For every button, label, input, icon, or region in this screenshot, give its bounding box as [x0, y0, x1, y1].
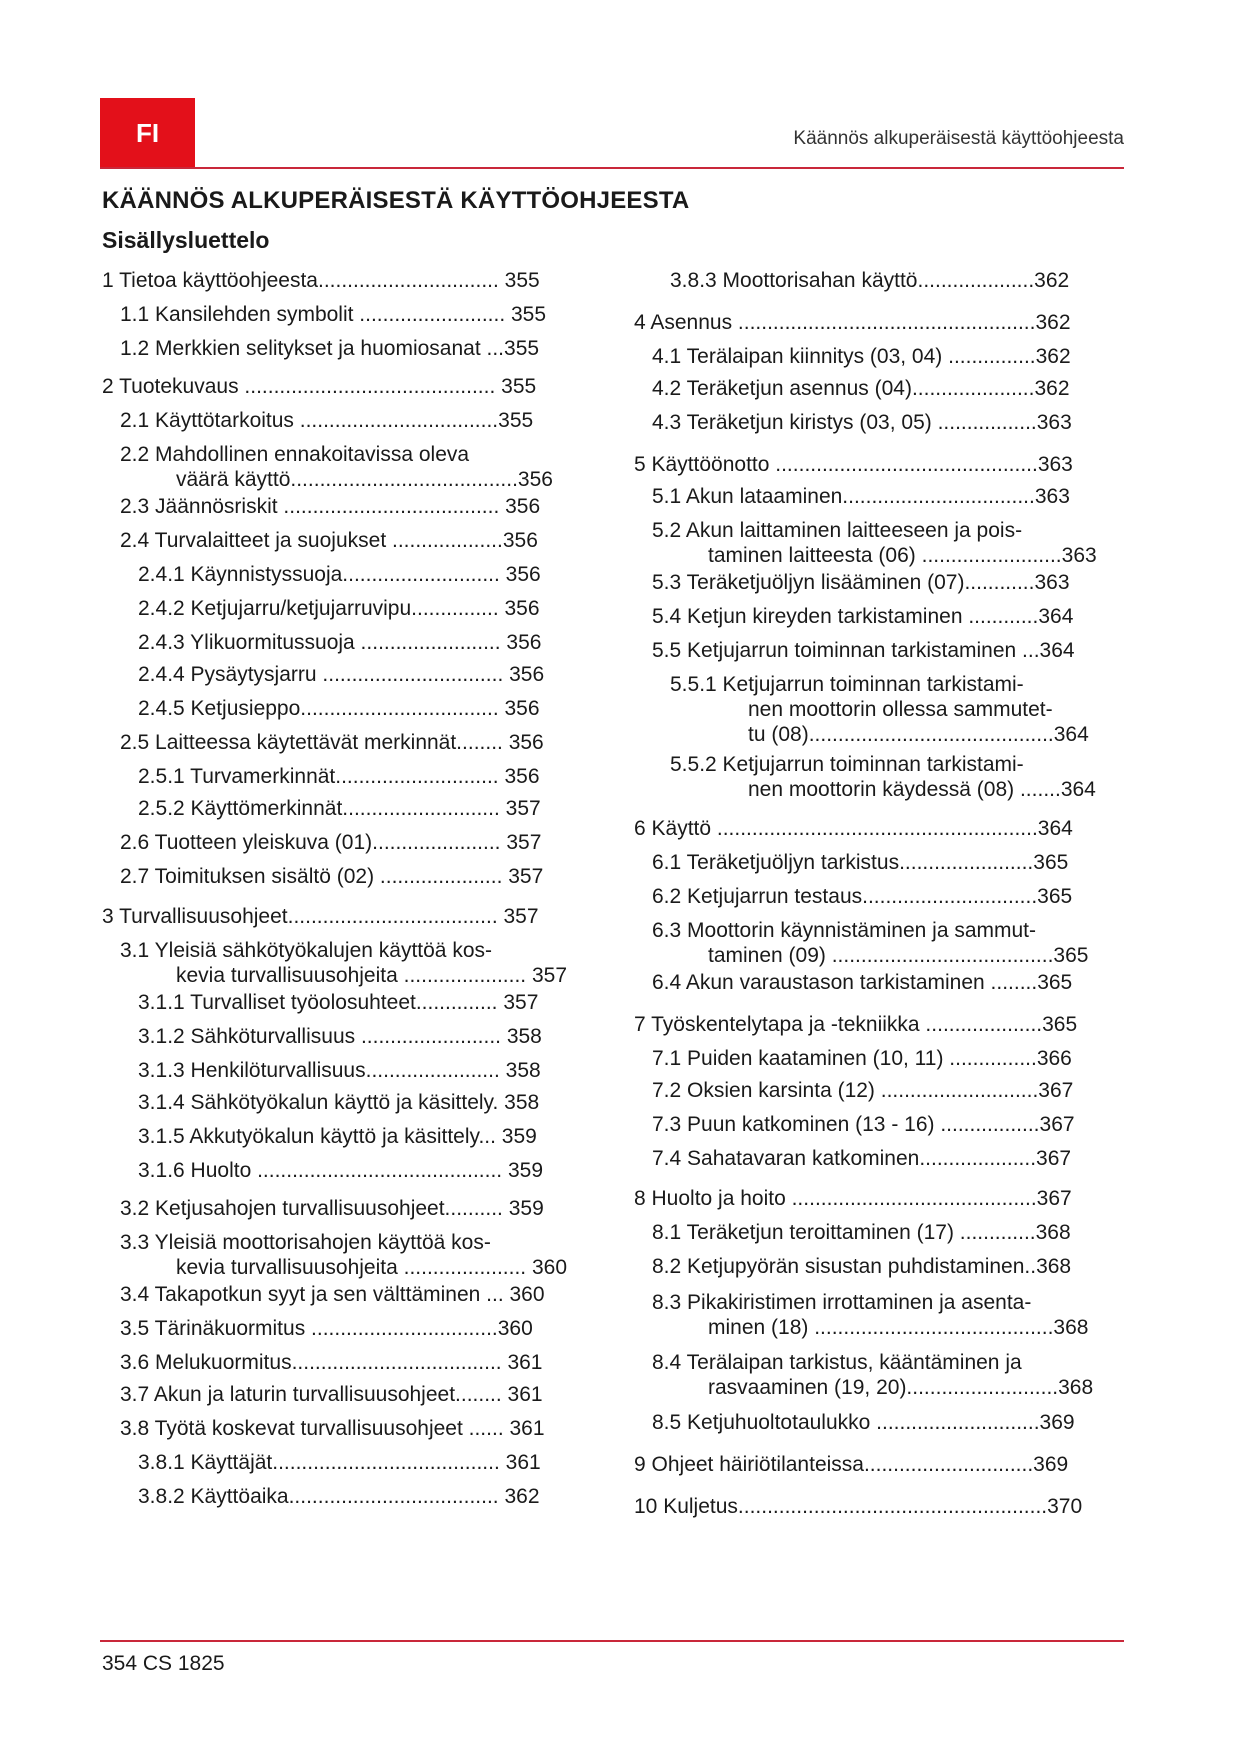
toc-entry-text: 5.2 Akun laittaminen laitteeseen ja pois- — [652, 519, 1023, 542]
toc-entry — [102, 1484, 572, 1509]
toc-entry-text: 4 Asennus ...................................................362 — [634, 311, 1071, 334]
toc-entry-text: 7 Työskentelytapa ja -tekniikka ....................365 — [634, 1013, 1078, 1036]
toc-entry — [102, 730, 572, 755]
toc-entry-continuation: nen moottorin käydessä (08) .......364 — [748, 778, 1096, 801]
toc-entry-text: 3.1 Yleisiä sähkötyökalujen käyttöä kos- — [120, 939, 492, 962]
toc-entry — [102, 796, 572, 821]
toc-entry — [634, 484, 1126, 509]
toc-entry-text: 1.1 Kansilehden symbolit ......................... 355 — [120, 303, 547, 326]
toc-entry — [102, 268, 572, 293]
toc-entry — [634, 884, 1126, 909]
toc-entry — [102, 562, 572, 587]
document-title: KÄÄNNÖS ALKUPERÄISESTÄ KÄYTTÖOHJEESTA — [102, 187, 690, 214]
toc-entry — [634, 268, 1126, 293]
toc-entry-text: 3.1.4 Sähkötyökalun käyttö ja käsittely. 358 — [138, 1091, 540, 1114]
toc-entry-text: 2.4.5 Ketjusieppo.................................. 356 — [138, 697, 540, 720]
toc-entry-text: 3.2 Ketjusahojen turvallisuusohjeet.......... 359 — [120, 1197, 544, 1220]
toc-entry-text: 3.1.3 Henkilöturvallisuus....................... 358 — [138, 1059, 541, 1082]
toc-entry-text: 3.4 Takapotkun syyt ja sen välttäminen ... 360 — [120, 1283, 545, 1306]
toc-entry — [634, 970, 1126, 995]
toc-entry-text: 3.7 Akun ja laturin turvallisuusohjeet........ 361 — [120, 1383, 543, 1406]
toc-entry — [634, 1186, 1126, 1211]
toc-entry — [102, 696, 572, 721]
toc-entry-continuation: kevia turvallisuusohjeita ..................... 357 — [176, 964, 568, 987]
toc-entry — [634, 672, 1126, 747]
toc-entry-text: 9 Ohjeet häiriötilanteissa.............................369 — [634, 1453, 1069, 1476]
toc-entry — [102, 1090, 572, 1115]
toc-entry — [634, 1452, 1126, 1477]
toc-entry-text: 10 Kuljetus.....................................................370 — [634, 1495, 1083, 1518]
toc-entry-continuation: minen (18) .........................................368 — [708, 1316, 1089, 1339]
toc-entry — [634, 1410, 1126, 1435]
toc-entry — [634, 604, 1126, 629]
toc-entry — [102, 408, 572, 433]
toc-entry-text: 2.4.1 Käynnistyssuoja........................... 356 — [138, 563, 541, 586]
toc-entry — [102, 1196, 572, 1221]
toc-entry — [102, 1158, 572, 1183]
toc-entry-text: 6.1 Teräketjuöljyn tarkistus.......................365 — [652, 851, 1069, 874]
toc-entry-text: 5.3 Teräketjuöljyn lisääminen (07)............363 — [652, 571, 1070, 594]
toc-entry-text: 2.5.1 Turvamerkinnät............................ 356 — [138, 765, 540, 788]
toc-entry-text: 2.6 Tuotteen yleiskuva (01)...................... 357 — [120, 831, 542, 854]
toc-entry — [102, 764, 572, 789]
toc-entry — [634, 1146, 1126, 1171]
toc-entry-text: 2.7 Toimituksen sisältö (02) ..................... 357 — [120, 865, 544, 888]
footer-divider — [100, 1640, 1124, 1642]
toc-entry-text: 7.3 Puun katkominen (13 - 16) .................367 — [652, 1113, 1075, 1136]
toc-entry — [102, 864, 572, 889]
header-divider — [100, 167, 1124, 169]
running-header-title: Käännös alkuperäisestä käyttöohjeesta — [793, 128, 1124, 149]
toc-entry — [102, 630, 572, 655]
toc-entry-continuation: taminen (09) ......................................365 — [708, 944, 1089, 967]
toc-entry-text: 3.8.2 Käyttöaika.................................... 362 — [138, 1485, 540, 1508]
toc-entry — [102, 990, 572, 1015]
toc-entry — [634, 1350, 1126, 1400]
toc-entry — [102, 1450, 572, 1475]
toc-entry — [634, 310, 1126, 335]
toc-entry-text: 3.1.5 Akkutyökalun käyttö ja käsittely... 359 — [138, 1125, 537, 1148]
toc-entry — [102, 1230, 572, 1280]
toc-entry — [102, 336, 572, 361]
toc-entry — [634, 1046, 1126, 1071]
toc-entry — [634, 816, 1126, 841]
toc-entry — [102, 904, 572, 929]
toc-entry — [634, 452, 1126, 477]
toc-entry-text: 6.3 Moottorin käynnistäminen ja sammut- — [652, 919, 1036, 942]
toc-entry-text: 8.1 Teräketjun teroittaminen (17) .............368 — [652, 1221, 1071, 1244]
toc-entry-text: 8.3 Pikakiristimen irrottaminen ja asenta- — [652, 1291, 1032, 1314]
toc-entry-text: 3 Turvallisuusohjeet.................................... 357 — [102, 905, 539, 928]
toc-entry — [102, 1350, 572, 1375]
toc-entry-text: 2.4 Turvalaitteet ja suojukset ...................356 — [120, 529, 538, 552]
toc-entry — [634, 638, 1126, 663]
toc-entry — [634, 410, 1126, 435]
toc-entry — [634, 850, 1126, 875]
toc-entry-text: 1.2 Merkkien selitykset ja huomiosanat ...355 — [120, 337, 540, 360]
toc-entry-text: 6 Käyttö .......................................................364 — [634, 817, 1073, 840]
toc-entry-text: 7.2 Oksien karsinta (12) ...........................367 — [652, 1079, 1074, 1102]
toc-entry — [102, 442, 572, 492]
toc-entry — [102, 1382, 572, 1407]
toc-entry — [102, 1124, 572, 1149]
toc-heading: Sisällysluettelo — [102, 227, 270, 253]
toc-entry-text: 5.1 Akun lataaminen.................................363 — [652, 485, 1070, 508]
toc-entry — [634, 918, 1126, 968]
toc-entry-text: 3.6 Melukuormitus.................................... 361 — [120, 1351, 543, 1374]
toc-entry-text: 2.4.4 Pysäytysjarru ............................... 356 — [138, 663, 545, 686]
toc-entry — [102, 830, 572, 855]
toc-entry-text: 2.4.3 Ylikuormitussuoja ........................ 356 — [138, 631, 542, 654]
toc-entry-text: 3.8.1 Käyttäjät....................................... 361 — [138, 1451, 541, 1474]
toc-entry — [634, 344, 1126, 369]
toc-entry — [634, 1112, 1126, 1137]
toc-entry-text: 3.8.3 Moottorisahan käyttö....................362 — [670, 269, 1070, 292]
toc-entry-text: 4.2 Teräketjun asennus (04).....................362 — [652, 377, 1070, 400]
toc-entry-text: 7.1 Puiden kaataminen (10, 11) ...............366 — [652, 1047, 1072, 1070]
toc-entry-text: 6.2 Ketjujarrun testaus..............................365 — [652, 885, 1073, 908]
toc-entry-text: 1 Tietoa käyttöohjeesta............................... 355 — [102, 269, 540, 292]
toc-entry-text: 2.5.2 Käyttömerkinnät........................... 357 — [138, 797, 541, 820]
toc-entry-continuation: väärä käyttö.......................................356 — [176, 468, 553, 491]
toc-entry-text: 5.5 Ketjujarrun toiminnan tarkistaminen ...364 — [652, 639, 1075, 662]
toc-entry — [102, 494, 572, 519]
toc-entry-text: 8.5 Ketjuhuoltotaulukko ............................369 — [652, 1411, 1075, 1434]
toc-entry-text: 5.4 Ketjun kireyden tarkistaminen ............364 — [652, 605, 1074, 628]
toc-entry-continuation: taminen laitteesta (06) ........................363 — [708, 544, 1097, 567]
toc-entry — [102, 528, 572, 553]
toc-entry-text: 5 Käyttöönotto .............................................363 — [634, 453, 1073, 476]
toc-entry — [102, 374, 572, 399]
toc-entry — [634, 1078, 1126, 1103]
toc-entry — [634, 1254, 1126, 1279]
toc-entry — [102, 596, 572, 621]
toc-entry-continuation: rasvaaminen (19, 20)..........................368 — [708, 1376, 1094, 1399]
toc-entry-text: 7.4 Sahatavaran katkominen....................367 — [652, 1147, 1072, 1170]
toc-entry-text: 3.1.1 Turvalliset työolosuhteet.............. 357 — [138, 991, 539, 1014]
toc-entry-text: 2.1 Käyttötarkoitus ..................................355 — [120, 409, 534, 432]
toc-entry-text: 3.1.6 Huolto .......................................... 359 — [138, 1159, 543, 1182]
language-tab: FI — [100, 98, 195, 168]
page-number: 354 CS 1825 — [102, 1652, 225, 1675]
toc-entry — [102, 1058, 572, 1083]
toc-entry-text: 8.2 Ketjupyörän sisustan puhdistaminen..368 — [652, 1255, 1072, 1278]
toc-entry-continuation: tu (08)..........................................364 — [748, 723, 1089, 746]
toc-entry-text: 2.3 Jäännösriskit ..................................... 356 — [120, 495, 541, 518]
toc-entry-text: 3.5 Tärinäkuormitus ................................360 — [120, 1317, 533, 1340]
toc-entry-text: 2.2 Mahdollinen ennakoitavissa oleva — [120, 443, 470, 466]
toc-entry — [102, 1024, 572, 1049]
toc-entry — [634, 1012, 1126, 1037]
toc-entry — [634, 1220, 1126, 1245]
toc-entry-continuation: kevia turvallisuusohjeita ..................... 360 — [176, 1256, 568, 1279]
toc-entry-text: 2.5 Laitteessa käytettävät merkinnät........ 356 — [120, 731, 544, 754]
toc-entry-text: 3.1.2 Sähköturvallisuus ........................ 358 — [138, 1025, 542, 1048]
toc-entry — [634, 1290, 1126, 1340]
toc-entry-text: 8.4 Terälaipan tarkistus, kääntäminen ja — [652, 1351, 1022, 1374]
toc-entry-text: 6.4 Akun varaustason tarkistaminen ........365 — [652, 971, 1073, 994]
toc-entry — [102, 302, 572, 327]
toc-entry — [102, 1416, 572, 1441]
toc-entry-text: 5.5.2 Ketjujarrun toiminnan tarkistami- — [670, 753, 1024, 776]
toc-entry-text: 8 Huolto ja hoito ..........................................367 — [634, 1187, 1072, 1210]
toc-entry — [634, 752, 1126, 802]
toc-entry — [102, 1282, 572, 1307]
toc-entry-text: 2 Tuotekuvaus ........................................... 355 — [102, 375, 537, 398]
toc-entry — [102, 938, 572, 988]
toc-entry — [634, 518, 1126, 568]
toc-entry-text: 5.5.1 Ketjujarrun toiminnan tarkistami- — [670, 673, 1024, 696]
toc-entry-text: 3.3 Yleisiä moottorisahojen käyttöä kos- — [120, 1231, 491, 1254]
toc-entry-text: 2.4.2 Ketjujarru/ketjujarruvipu............... 356 — [138, 597, 540, 620]
toc-entry-text: 4.3 Teräketjun kiristys (03, 05) .................363 — [652, 411, 1072, 434]
toc-entry-text: 4.1 Terälaipan kiinnitys (03, 04) ...............362 — [652, 345, 1071, 368]
toc-entry — [102, 662, 572, 687]
toc-entry — [634, 570, 1126, 595]
toc-entry — [634, 1494, 1126, 1519]
toc-entry-text: 3.8 Työtä koskevat turvallisuusohjeet ...... 361 — [120, 1417, 545, 1440]
toc-entry — [634, 376, 1126, 401]
toc-entry — [102, 1316, 572, 1341]
toc-entry-continuation: nen moottorin ollessa sammutet- — [748, 698, 1053, 721]
